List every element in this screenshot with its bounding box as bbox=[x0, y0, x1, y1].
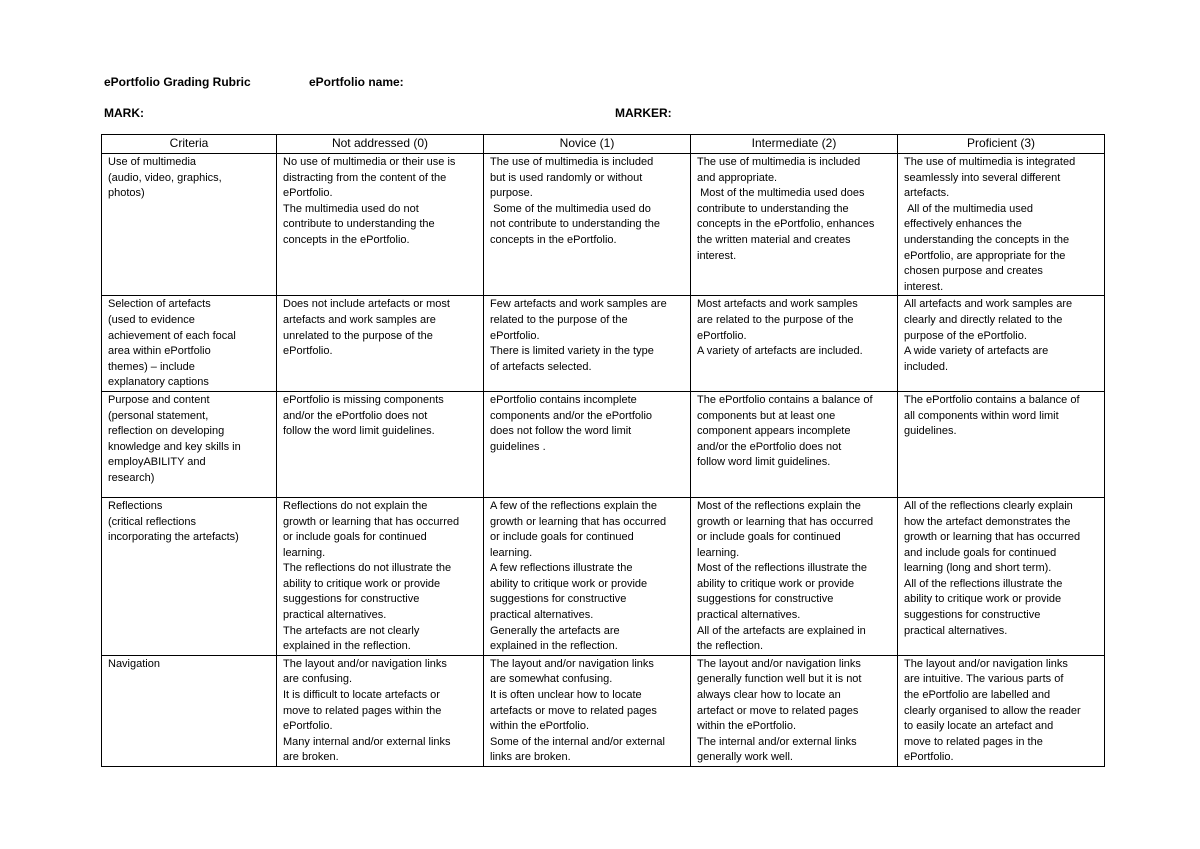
cell-intermediate bbox=[691, 296, 898, 392]
cell-text-line: generally work well. bbox=[697, 751, 793, 764]
cell-text-line: artefacts or move to related pages bbox=[490, 704, 657, 717]
mark-label: MARK: bbox=[104, 106, 144, 120]
cell-text-line: clearly and directly related to the bbox=[904, 313, 1063, 326]
cell-text-line: always clear how to locate an bbox=[697, 689, 841, 702]
cell-text-line: ability to critique work or provide bbox=[490, 577, 648, 590]
cell-intermediate bbox=[691, 655, 898, 766]
cell-criteria bbox=[102, 655, 277, 766]
cell-text-line: ePortfolio. bbox=[490, 329, 540, 342]
cell-text-line: concepts in the ePortfolio. bbox=[283, 233, 410, 246]
cell-text-line: Most artefacts and work samples bbox=[697, 298, 858, 311]
grading-rubric-table bbox=[101, 134, 1105, 767]
cell-text-line: The multimedia used do not bbox=[283, 202, 419, 215]
cell-text-line: All of the reflections illustrate the bbox=[904, 577, 1063, 590]
cell-text-line: suggestions for constructive bbox=[904, 609, 1041, 622]
cell-text-line: practical alternatives. bbox=[697, 609, 801, 622]
cell-text-line: It is often unclear how to locate bbox=[490, 689, 642, 702]
cell-text-line: distracting from the content of the bbox=[283, 171, 447, 184]
cell-text-line: explained in the reflection. bbox=[490, 640, 618, 653]
cell-text-line: The use of multimedia is integrated bbox=[904, 156, 1076, 168]
cell-text-line: Reflections bbox=[108, 499, 163, 512]
cell-text-line: learning. bbox=[283, 546, 326, 559]
cell-text-line: interest. bbox=[904, 280, 944, 293]
cell-text-line: (used to evidence bbox=[108, 313, 195, 326]
cell-text-line: learning. bbox=[697, 546, 740, 559]
cell-text-line: achievement of each focal bbox=[108, 329, 236, 342]
cell-text-line: Some of the multimedia used do bbox=[490, 202, 651, 215]
cell-text-line: knowledge and key skills in bbox=[108, 440, 241, 453]
cell-text-line: reflection on developing bbox=[108, 425, 225, 438]
cell-text-line: The reflections do not illustrate the bbox=[283, 562, 452, 575]
cell-text-line: contribute to understanding the bbox=[283, 218, 435, 231]
cell-text-line: to easily locate an artefact and bbox=[904, 720, 1054, 733]
cell-text-line: or include goals for continued bbox=[283, 531, 427, 544]
cell-text-line: photos) bbox=[108, 187, 145, 200]
cell-not-addressed bbox=[277, 497, 484, 655]
cell-text-line: The layout and/or navigation links bbox=[283, 657, 447, 670]
cell-text-line: are related to the purpose of the bbox=[697, 313, 854, 326]
cell-text-line: All of the multimedia used bbox=[904, 202, 1034, 215]
cell-text-line: ePortfolio. bbox=[904, 751, 954, 764]
cell-text-line: research) bbox=[108, 471, 155, 484]
row-navigation bbox=[102, 655, 1105, 766]
cell-criteria bbox=[102, 497, 277, 655]
cell-text-line: The ePortfolio contains a balance of bbox=[697, 393, 873, 406]
cell-text-line: ePortfolio is missing components bbox=[283, 393, 444, 406]
cell-text-line: purpose. bbox=[490, 187, 533, 200]
cell-text-line: incorporating the artefacts) bbox=[108, 531, 239, 544]
cell-text-line: Few artefacts and work samples are bbox=[490, 298, 667, 311]
cell-text-line: suggestions for constructive bbox=[697, 593, 834, 606]
cell-text-line: components but at least one bbox=[697, 409, 836, 422]
cell-text-line: or include goals for continued bbox=[697, 531, 841, 544]
row-purpose-content bbox=[102, 391, 1105, 497]
cell-text-line: practical alternatives. bbox=[490, 609, 594, 622]
cell-text-line: and appropriate. bbox=[697, 171, 778, 184]
cell-text-line: learning. bbox=[490, 546, 533, 559]
cell-text-line: components and/or the ePortfolio bbox=[490, 409, 653, 422]
cell-text-line: The artefacts are not clearly bbox=[283, 624, 420, 637]
cell-text-line: All of the reflections clearly explain bbox=[904, 499, 1073, 512]
cell-text-line: Some of the internal and/or external bbox=[490, 735, 665, 748]
cell-text-line: The layout and/or navigation links bbox=[697, 657, 861, 670]
cell-criteria bbox=[102, 296, 277, 392]
portfolio-name-label: ePortfolio name: bbox=[309, 75, 404, 89]
cell-text-line: (audio, video, graphics, bbox=[108, 171, 222, 184]
cell-text-line: generally function well but it is not bbox=[697, 673, 862, 686]
cell-text-line: unrelated to the purpose of the bbox=[283, 329, 433, 342]
cell-text-line: area within ePortfolio bbox=[108, 345, 211, 358]
row-artefacts bbox=[102, 296, 1105, 392]
cell-text-line: ePortfolio contains incomplete bbox=[490, 393, 637, 406]
column-header-proficient: Proficient (3) bbox=[898, 135, 1105, 154]
row-multimedia bbox=[102, 154, 1105, 296]
cell-text-line: Many internal and/or external links bbox=[283, 735, 451, 748]
cell-text-line: A few of the reflections explain the bbox=[490, 499, 657, 512]
cell-text-line: All of the artefacts are explained in bbox=[697, 624, 866, 637]
cell-not-addressed bbox=[277, 655, 484, 766]
cell-text-line: Most of the reflections explain the bbox=[697, 499, 861, 512]
cell-text-line: included. bbox=[904, 360, 949, 373]
cell-proficient bbox=[898, 296, 1105, 392]
cell-text-line: the written material and creates bbox=[697, 233, 851, 246]
cell-not-addressed bbox=[277, 154, 484, 296]
cell-text-line: growth or learning that has occurred bbox=[904, 531, 1081, 544]
cell-text-line: themes) – include bbox=[108, 360, 195, 373]
cell-text-line: and include goals for continued bbox=[904, 546, 1057, 559]
cell-text-line: practical alternatives. bbox=[904, 624, 1008, 637]
cell-text-line: of artefacts selected. bbox=[490, 360, 592, 373]
cell-text-line: move to related pages in the bbox=[904, 735, 1043, 748]
cell-text-line: within the ePortfolio. bbox=[490, 720, 590, 733]
cell-text-line: All artefacts and work samples are bbox=[904, 298, 1073, 311]
cell-text-line: contribute to understanding the bbox=[697, 202, 849, 215]
cell-text-line: ePortfolio. bbox=[697, 329, 747, 342]
cell-text-line: employABILITY and bbox=[108, 456, 206, 469]
cell-criteria bbox=[102, 154, 277, 296]
cell-text-line: ePortfolio. bbox=[283, 345, 333, 358]
column-header-criteria: Criteria bbox=[102, 135, 277, 154]
cell-text-line: ability to critique work or provide bbox=[283, 577, 441, 590]
cell-text-line: Reflections do not explain the bbox=[283, 499, 428, 512]
cell-text-line: clearly organised to allow the reader bbox=[904, 704, 1081, 717]
cell-text-line: (critical reflections bbox=[108, 515, 197, 528]
cell-text-line: concepts in the ePortfolio. bbox=[490, 233, 617, 246]
cell-text-line: and/or the ePortfolio does not bbox=[697, 440, 842, 453]
cell-text-line: interest. bbox=[697, 249, 737, 262]
cell-text-line: ePortfolio. bbox=[283, 187, 333, 200]
cell-text-line: Generally the artefacts are bbox=[490, 624, 620, 637]
cell-text-line: follow word limit guidelines. bbox=[697, 456, 831, 469]
cell-text-line: A few reflections illustrate the bbox=[490, 562, 633, 575]
cell-text-line: understanding the concepts in the bbox=[904, 233, 1070, 246]
cell-not-addressed bbox=[277, 391, 484, 497]
cell-intermediate bbox=[691, 391, 898, 497]
cell-text-line: practical alternatives. bbox=[283, 609, 387, 622]
cell-text-line: related to the purpose of the bbox=[490, 313, 628, 326]
cell-text-line: It is difficult to locate artefacts or bbox=[283, 689, 440, 702]
cell-text-line: move to related pages within the bbox=[283, 704, 442, 717]
cell-text-line: effectively enhances the bbox=[904, 218, 1022, 231]
row-reflections bbox=[102, 497, 1105, 655]
cell-text-line: purpose of the ePortfolio. bbox=[904, 329, 1027, 342]
cell-text-line: the reflection. bbox=[697, 640, 764, 653]
cell-text-line: learning (long and short term). bbox=[904, 562, 1052, 575]
cell-text-line: concepts in the ePortfolio, enhances bbox=[697, 218, 875, 231]
cell-text-line: Use of multimedia bbox=[108, 156, 197, 168]
cell-text-line: but is used randomly or without bbox=[490, 171, 643, 184]
cell-text-line: guidelines. bbox=[904, 425, 957, 438]
cell-text-line: The internal and/or external links bbox=[697, 735, 857, 748]
cell-text-line: are somewhat confusing. bbox=[490, 673, 613, 686]
cell-text-line: component appears incomplete bbox=[697, 425, 851, 438]
cell-text-line: The use of multimedia is included bbox=[490, 156, 654, 168]
cell-text-line: ability to critique work or provide bbox=[697, 577, 855, 590]
cell-intermediate bbox=[691, 154, 898, 296]
cell-text-line: Most of the reflections illustrate the bbox=[697, 562, 867, 575]
cell-text-line: growth or learning that has occurred bbox=[490, 515, 667, 528]
cell-proficient bbox=[898, 497, 1105, 655]
cell-proficient bbox=[898, 154, 1105, 296]
cell-text-line: the ePortfolio are labelled and bbox=[904, 689, 1051, 702]
cell-text-line: There is limited variety in the type bbox=[490, 345, 654, 358]
cell-text-line: are intuitive. The various parts of bbox=[904, 673, 1064, 686]
cell-text-line: explained in the reflection. bbox=[283, 640, 411, 653]
cell-text-line: ePortfolio, are appropriate for the bbox=[904, 249, 1066, 262]
cell-novice bbox=[484, 296, 691, 392]
cell-text-line: how the artefact demonstrates the bbox=[904, 515, 1071, 528]
cell-text-line: links are broken. bbox=[490, 751, 571, 764]
cell-text-line: ability to critique work or provide bbox=[904, 593, 1062, 606]
column-header-not-addressed: Not addressed (0) bbox=[277, 135, 484, 154]
cell-text-line: and/or the ePortfolio does not bbox=[283, 409, 428, 422]
cell-text-line: are broken. bbox=[283, 751, 339, 764]
cell-text-line: The layout and/or navigation links bbox=[490, 657, 654, 670]
cell-text-line: artefacts and work samples are bbox=[283, 313, 436, 326]
cell-novice bbox=[484, 497, 691, 655]
cell-criteria bbox=[102, 391, 277, 497]
cell-text-line: are confusing. bbox=[283, 673, 353, 686]
cell-text-line: suggestions for constructive bbox=[283, 593, 420, 606]
cell-text-line: not contribute to understanding the bbox=[490, 218, 661, 231]
cell-text-line: (personal statement, bbox=[108, 409, 209, 422]
cell-text-line: Most of the multimedia used does bbox=[697, 187, 865, 200]
cell-text-line: Selection of artefacts bbox=[108, 298, 211, 311]
cell-text-line: explanatory captions bbox=[108, 376, 209, 389]
cell-text-line: within the ePortfolio. bbox=[697, 720, 797, 733]
rubric-header-row bbox=[102, 135, 1105, 154]
cell-proficient bbox=[898, 655, 1105, 766]
column-header-novice: Novice (1) bbox=[484, 135, 691, 154]
cell-text-line: artefact or move to related pages bbox=[697, 704, 859, 717]
cell-text-line: Purpose and content bbox=[108, 393, 210, 406]
cell-text-line: guidelines . bbox=[490, 440, 546, 453]
cell-novice bbox=[484, 154, 691, 296]
column-header-intermediate: Intermediate (2) bbox=[691, 135, 898, 154]
cell-intermediate bbox=[691, 497, 898, 655]
cell-text-line: seamlessly into several different bbox=[904, 171, 1061, 184]
rubric-title: ePortfolio Grading Rubric bbox=[104, 75, 251, 89]
cell-text-line: does not follow the word limit bbox=[490, 425, 632, 438]
cell-text-line: chosen purpose and creates bbox=[904, 265, 1043, 278]
cell-text-line: all components within word limit bbox=[904, 409, 1059, 422]
cell-proficient bbox=[898, 391, 1105, 497]
marker-label: MARKER: bbox=[615, 106, 672, 120]
cell-text-line: growth or learning that has occurred bbox=[283, 515, 460, 528]
cell-not-addressed bbox=[277, 296, 484, 392]
cell-text-line: The layout and/or navigation links bbox=[904, 657, 1068, 670]
cell-text-line: Does not include artefacts or most bbox=[283, 298, 450, 311]
cell-text-line: The use of multimedia is included bbox=[697, 156, 861, 168]
cell-text-line: or include goals for continued bbox=[490, 531, 634, 544]
cell-text-line: follow the word limit guidelines. bbox=[283, 425, 435, 438]
cell-text-line: suggestions for constructive bbox=[490, 593, 627, 606]
cell-text-line: No use of multimedia or their use is bbox=[283, 156, 456, 168]
cell-text-line: artefacts. bbox=[904, 187, 950, 200]
cell-text-line: The ePortfolio contains a balance of bbox=[904, 393, 1080, 406]
cell-text-line: A variety of artefacts are included. bbox=[697, 345, 863, 358]
cell-text-line: A wide variety of artefacts are bbox=[904, 345, 1049, 358]
cell-text-line: growth or learning that has occurred bbox=[697, 515, 874, 528]
cell-novice bbox=[484, 391, 691, 497]
cell-text-line: Navigation bbox=[108, 657, 160, 670]
cell-novice bbox=[484, 655, 691, 766]
cell-text-line: ePortfolio. bbox=[283, 720, 333, 733]
